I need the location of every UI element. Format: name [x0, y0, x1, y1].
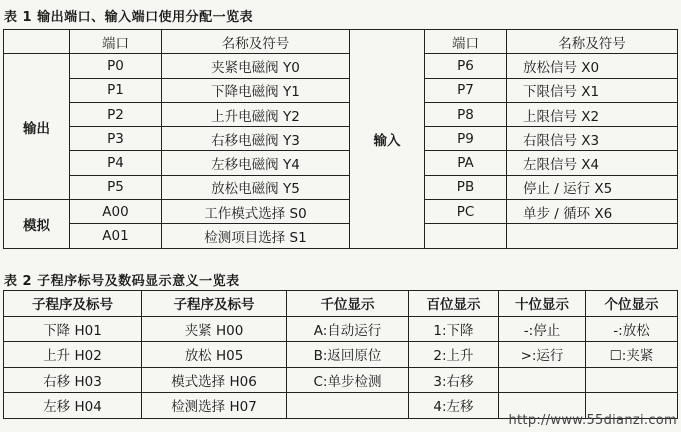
table-cell: >:运行 — [499, 342, 586, 368]
table1-caption: 表 1 输出端口、输入端口使用分配一览表 — [4, 10, 254, 25]
table-row — [4, 127, 678, 151]
input-name — [507, 224, 678, 248]
input-port: PC — [425, 200, 507, 224]
analog-port: A00 — [70, 200, 162, 224]
table-row — [4, 102, 678, 126]
input-port: PA — [425, 151, 507, 175]
table-cell: 上升 H02 — [4, 342, 142, 368]
output-port: P2 — [70, 102, 162, 126]
output-name: 右移电磁阀 Y3 — [162, 127, 350, 151]
output-port: P5 — [70, 175, 162, 199]
port-allocation-table — [3, 29, 678, 249]
table2-caption: 表 2 子程序标号及数码显示意义一览表 — [4, 274, 240, 289]
input-port: P6 — [425, 54, 507, 78]
col-header: 个位显示 — [586, 291, 678, 317]
col-header: 子程序及标号 — [142, 291, 287, 317]
input-port: P8 — [425, 102, 507, 126]
col-header: 千位显示 — [287, 291, 409, 317]
input-label: 输入 — [350, 30, 425, 249]
table-cell: C:单步检测 — [287, 367, 409, 393]
table-cell: B:返回原位 — [287, 342, 409, 368]
table-row — [4, 54, 678, 78]
table-cell: 左移 H04 — [4, 393, 142, 419]
col-header-port: 端口 — [425, 30, 507, 54]
table-cell: -:放松 — [586, 316, 678, 342]
blank-cell — [4, 30, 70, 54]
table-cell: 1:下降 — [409, 316, 499, 342]
table-header-row — [4, 30, 678, 54]
output-name: 下降电磁阀 Y1 — [162, 78, 350, 102]
col-header-name: 名称及符号 — [162, 30, 350, 54]
table-cell: 模式选择 H06 — [142, 367, 287, 393]
table-cell — [586, 367, 678, 393]
input-name: 下限信号 X1 — [507, 78, 678, 102]
input-name: 单步 / 循环 X6 — [507, 200, 678, 224]
table-row — [4, 316, 678, 342]
table-row — [4, 367, 678, 393]
output-name: 夹紧电磁阀 Y0 — [162, 54, 350, 78]
output-name: 上升电磁阀 Y2 — [162, 102, 350, 126]
table-cell: A:自动运行 — [287, 316, 409, 342]
input-port: P9 — [425, 127, 507, 151]
table-cell: 3:右移 — [409, 367, 499, 393]
output-port: P1 — [70, 78, 162, 102]
table-cell: 右移 H03 — [4, 367, 142, 393]
output-name: 左移电磁阀 Y4 — [162, 151, 350, 175]
table-row — [4, 175, 678, 199]
analog-name: 检测项目选择 S1 — [162, 224, 350, 248]
analog-label: 模拟 — [4, 200, 70, 249]
col-header: 十位显示 — [499, 291, 586, 317]
watermark: http://www.55dianzi.com — [508, 413, 677, 428]
table-cell: 下降 H01 — [4, 316, 142, 342]
table-cell: -:停止 — [499, 316, 586, 342]
table-row — [4, 200, 678, 224]
table-cell — [499, 367, 586, 393]
table-cell: 夹紧 H00 — [142, 316, 287, 342]
output-port: P4 — [70, 151, 162, 175]
table-cell — [287, 393, 409, 419]
input-name: 上限信号 X2 — [507, 102, 678, 126]
analog-port: A01 — [70, 224, 162, 248]
table-cell: 放松 H05 — [142, 342, 287, 368]
table-cell: 2:上升 — [409, 342, 499, 368]
col-header: 百位显示 — [409, 291, 499, 317]
table-row — [4, 78, 678, 102]
output-port: P0 — [70, 54, 162, 78]
table-cell: ☐:夹紧 — [586, 342, 678, 368]
input-name: 左限信号 X4 — [507, 151, 678, 175]
analog-name: 工作模式选择 S0 — [162, 200, 350, 224]
table-row — [4, 151, 678, 175]
col-header-port: 端口 — [70, 30, 162, 54]
output-label: 输出 — [4, 54, 70, 200]
input-port: P7 — [425, 78, 507, 102]
output-name: 放松电磁阀 Y5 — [162, 175, 350, 199]
subroutine-display-table — [3, 290, 678, 419]
col-header: 子程序及标号 — [4, 291, 142, 317]
table-cell: 4:左移 — [409, 393, 499, 419]
input-port: PB — [425, 175, 507, 199]
input-name: 放松信号 X0 — [507, 54, 678, 78]
input-port — [425, 224, 507, 248]
table-header-row — [4, 291, 678, 317]
table-row — [4, 224, 678, 248]
input-name: 右限信号 X3 — [507, 127, 678, 151]
input-name: 停止 / 运行 X5 — [507, 175, 678, 199]
table-row — [4, 342, 678, 368]
output-port: P3 — [70, 127, 162, 151]
col-header-name: 名称及符号 — [507, 30, 678, 54]
table-cell: 检测选择 H07 — [142, 393, 287, 419]
